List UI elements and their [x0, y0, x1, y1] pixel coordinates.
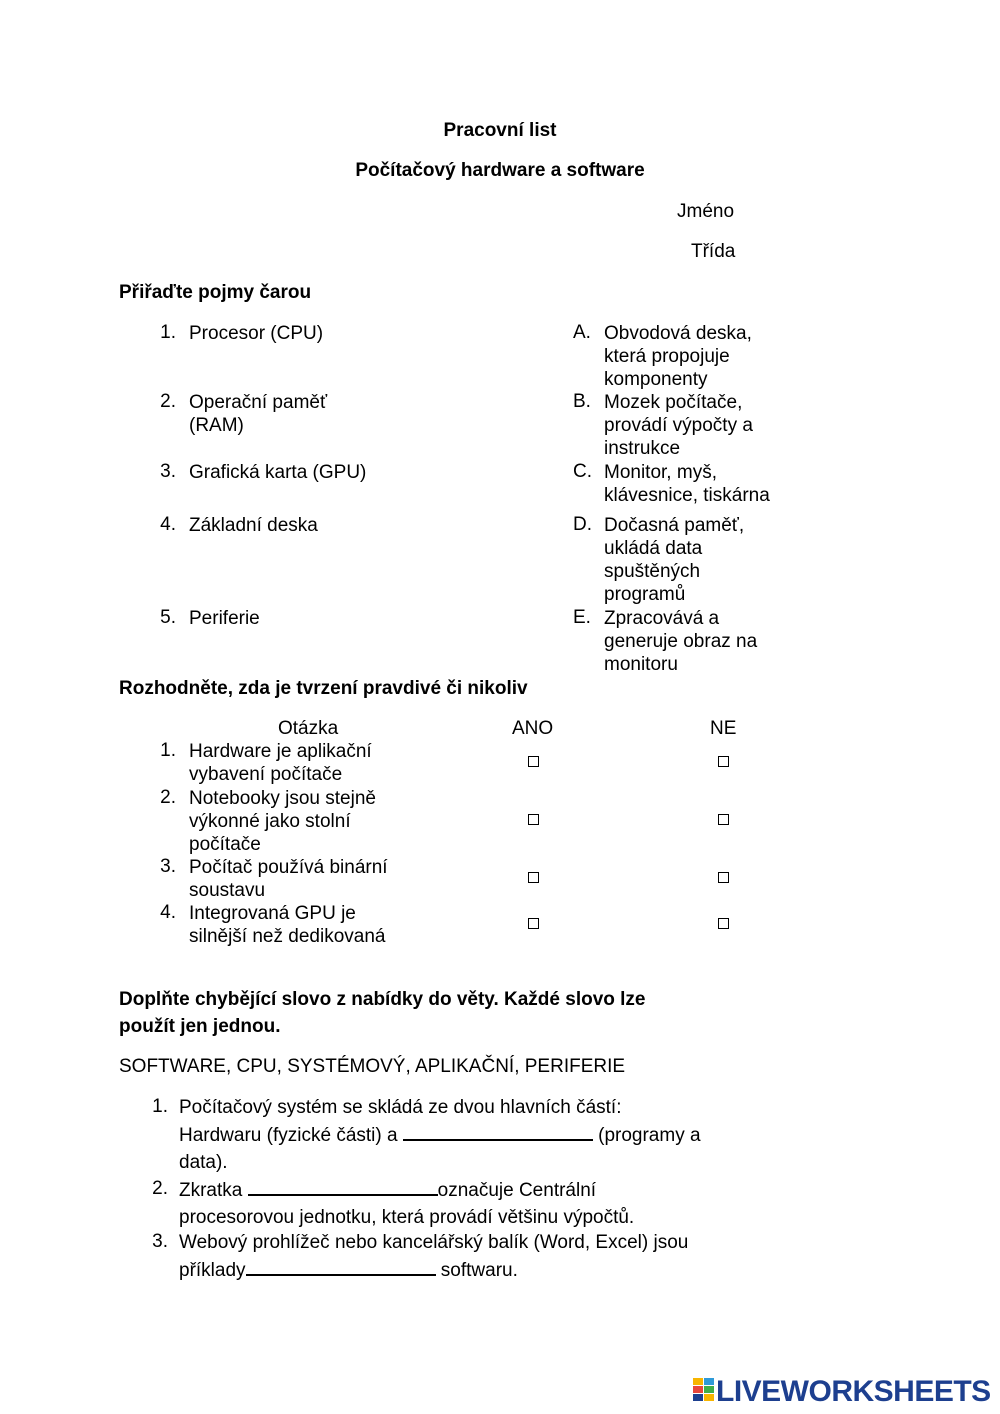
worksheet-subtitle: Počítačový hardware a software	[355, 160, 645, 181]
checkbox-no-1[interactable]	[718, 756, 729, 767]
fill-item-line	[179, 1256, 779, 1284]
fill-item-line	[179, 1121, 759, 1149]
left-item-number: 2.	[160, 391, 176, 412]
question-line: Notebooky jsou stejně	[189, 788, 376, 809]
left-item-number: 1.	[160, 322, 176, 343]
fill-item-number: 3.	[152, 1231, 168, 1252]
left-item-text: (RAM)	[189, 415, 244, 436]
right-item-letter: A.	[573, 322, 591, 343]
left-item-number: 5.	[160, 607, 176, 628]
right-item-text: spuštěných	[604, 561, 701, 582]
worksheet-title: Pracovní list	[443, 120, 557, 141]
right-item-text: která propojuje	[604, 346, 730, 367]
question-number: 4.	[160, 902, 176, 923]
checkbox-yes-4[interactable]	[528, 918, 539, 929]
question-number: 2.	[160, 787, 176, 808]
right-item-c[interactable]	[604, 461, 770, 507]
left-item-text: Operační paměť	[189, 392, 328, 413]
question-line: počítače	[189, 834, 261, 855]
question-line: Hardware je aplikační	[189, 741, 372, 762]
fill-item-line: procesorovou jednotku, která provádí většinu výpočtů.	[179, 1207, 635, 1228]
class-label: Třída	[691, 241, 736, 262]
question-number: 3.	[160, 856, 176, 877]
checkbox-no-4[interactable]	[718, 918, 729, 929]
right-item-text: komponenty	[604, 369, 708, 390]
fill-item-text: (programy a	[592, 1125, 701, 1146]
fill-item-number: 2.	[152, 1178, 168, 1199]
name-label: Jméno	[677, 201, 735, 222]
left-item-number: 3.	[160, 461, 176, 482]
right-item-text: generuje obraz na	[604, 631, 758, 652]
fill-item-text: softwaru.	[435, 1260, 518, 1281]
blank-line-2[interactable]	[248, 1176, 438, 1196]
liveworksheets-logo-icon	[693, 1378, 715, 1402]
left-item-motherboard[interactable]	[189, 514, 318, 537]
word-bank: SOFTWARE, CPU, SYSTÉMOVÝ, APLIKAČNÍ, PERIFERIE	[119, 1056, 626, 1077]
column-header-no: NE	[710, 718, 737, 739]
question-line: vybavení počítače	[189, 764, 343, 785]
question-line: soustavu	[189, 880, 266, 901]
question-line: silnější než dedikovaná	[189, 926, 386, 947]
right-item-text: Zpracovává a	[604, 608, 720, 629]
question-line: Počítač používá binární	[189, 857, 388, 878]
left-item-gpu[interactable]	[189, 461, 366, 484]
blank-line-3[interactable]	[246, 1256, 436, 1276]
fill-item-text: Hardwaru (fyzické části) a	[179, 1125, 403, 1146]
right-item-letter: C.	[573, 461, 592, 482]
checkbox-no-2[interactable]	[718, 814, 729, 825]
right-item-b[interactable]	[604, 391, 753, 460]
right-item-a[interactable]	[604, 322, 752, 391]
fill-item-line: Počítačový systém se skládá ze dvou hlavních částí:	[179, 1097, 622, 1118]
right-item-text: Mozek počítače,	[604, 392, 743, 413]
fill-item-3	[179, 1229, 779, 1284]
checkbox-no-3[interactable]	[718, 872, 729, 883]
question-text	[189, 902, 385, 948]
column-header-question: Otázka	[278, 718, 339, 739]
question-number: 1.	[160, 740, 176, 761]
right-item-text: provádí výpočty a	[604, 415, 753, 436]
fill-item-text: příklady	[179, 1260, 246, 1281]
left-item-text: Procesor (CPU)	[189, 323, 324, 344]
fill-in-heading-line: použít jen jednou.	[119, 1016, 281, 1037]
question-line: Integrovaná GPU je	[189, 903, 356, 924]
right-item-text: ukládá data	[604, 538, 703, 559]
left-item-number: 4.	[160, 514, 176, 535]
liveworksheets-brand: LIVEWORKSHEETS	[716, 1375, 991, 1408]
matching-heading: Přiřaďte pojmy čarou	[119, 282, 312, 303]
fill-in-heading	[119, 986, 646, 1040]
right-item-text: klávesnice, tiskárna	[604, 485, 770, 506]
right-item-text: Obvodová deska,	[604, 323, 752, 344]
fill-item-text: označuje Centrální	[437, 1180, 597, 1201]
fill-item-1	[179, 1094, 759, 1176]
question-text	[189, 856, 388, 902]
fill-item-text: Zkratka	[179, 1180, 248, 1201]
right-item-letter: E.	[573, 607, 591, 628]
right-item-text: Dočasná paměť,	[604, 515, 745, 536]
question-text	[189, 787, 376, 856]
right-item-letter: B.	[573, 391, 591, 412]
fill-item-line	[179, 1176, 759, 1204]
fill-item-number: 1.	[152, 1096, 168, 1117]
fill-item-line: Webový prohlížeč nebo kancelářský balík (Word, Excel) jsou	[179, 1232, 689, 1253]
right-item-e[interactable]	[604, 607, 757, 676]
left-item-text: Periferie	[189, 608, 260, 629]
fill-item-2	[179, 1176, 759, 1231]
question-line: výkonné jako stolní	[189, 811, 351, 832]
right-item-text: monitoru	[604, 654, 678, 675]
left-item-text: Grafická karta (GPU)	[189, 462, 367, 483]
right-item-text: Monitor, myš,	[604, 462, 717, 483]
checkbox-yes-1[interactable]	[528, 756, 539, 767]
liveworksheets-logo[interactable]	[693, 1375, 993, 1407]
checkbox-yes-2[interactable]	[528, 814, 539, 825]
true-false-heading: Rozhodněte, zda je tvrzení pravdivé či nikoliv	[119, 678, 528, 699]
right-item-letter: D.	[573, 514, 592, 535]
column-header-yes: ANO	[512, 718, 554, 739]
left-item-text: Základní deska	[189, 515, 318, 536]
fill-in-heading-line: Doplňte chybějící slovo z nabídky do věty. Každé slovo lze	[119, 989, 646, 1010]
blank-line-1[interactable]	[403, 1121, 593, 1141]
left-item-peripherals[interactable]	[189, 607, 260, 630]
checkbox-yes-3[interactable]	[528, 872, 539, 883]
left-item-ram[interactable]	[189, 391, 327, 437]
right-item-text: programů	[604, 584, 686, 605]
right-item-d[interactable]	[604, 514, 744, 606]
question-text	[189, 740, 372, 786]
left-item-cpu[interactable]	[189, 322, 323, 345]
right-item-text: instrukce	[604, 438, 681, 459]
fill-item-line: data).	[179, 1152, 228, 1173]
